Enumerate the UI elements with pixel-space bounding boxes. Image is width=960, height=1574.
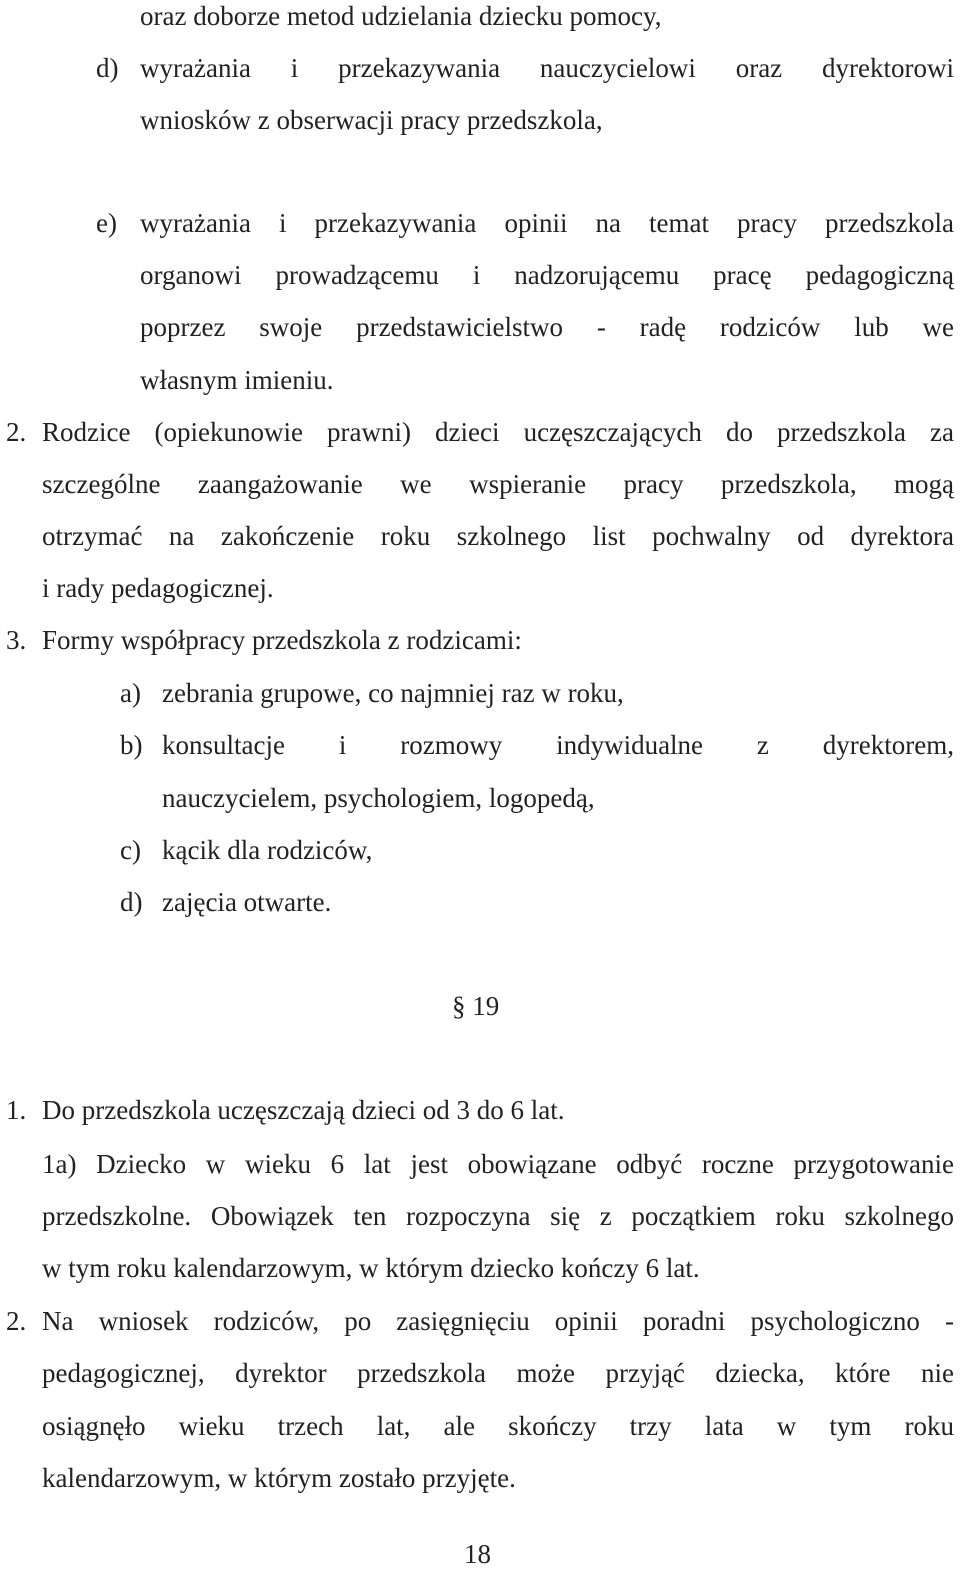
- list-item-a-marker: a): [120, 678, 141, 708]
- point-2-line: Rodzice (opiekunowie prawni) dzieci uczęszczających do przedszkola za: [42, 417, 954, 447]
- list-item-b: konsultacje i rozmowy indywidualne z dyrektorem,: [162, 730, 954, 760]
- list-item-c-marker: c): [120, 835, 141, 865]
- list-item-b: nauczycielem, psychologiem, logopedą,: [162, 783, 595, 813]
- s19-point-2-marker: 2.: [6, 1306, 27, 1336]
- item-e-line: organowi prowadzącemu i nadzorującemu pracę pedagogiczną: [140, 260, 954, 290]
- list-item-b-marker: b): [120, 730, 143, 760]
- section-heading: § 19: [452, 991, 500, 1021]
- s19-point-2-line: kalendarzowym, w którym zostało przyjęte.: [42, 1463, 516, 1493]
- s19-point-1-marker: 1.: [6, 1095, 27, 1125]
- s19-point-2-line: pedagogicznej, dyrektor przedszkola może przyjąć dziecka, które nie: [42, 1358, 954, 1388]
- item-d-line: wniosków z obserwacji pracy przedszkola,: [140, 105, 603, 135]
- item-d-line: wyrażania i przekazywania nauczycielowi oraz dyrektorowi: [140, 53, 954, 83]
- s19-point-2-line: Na wniosek rodziców, po zasięgnięciu opinii poradni psychologiczno -: [42, 1306, 954, 1336]
- s19-point-1a-line: w tym roku kalendarzowym, w którym dziecko kończy 6 lat.: [42, 1253, 700, 1283]
- item-e-line: wyrażania i przekazywania opinii na temat pracy przedszkola: [140, 208, 954, 238]
- item-e-line: własnym imieniu.: [140, 365, 334, 395]
- item-e-marker: e): [96, 208, 117, 238]
- item-c-continuation: oraz doborze metod udzielania dziecku pomocy,: [140, 1, 662, 31]
- point-3-marker: 3.: [6, 625, 27, 655]
- s19-point-1: Do przedszkola uczęszczają dzieci od 3 do 6 lat.: [42, 1095, 565, 1125]
- page-number: 18: [464, 1539, 491, 1569]
- s19-point-2-line: osiągnęło wieku trzech lat, ale skończy trzy lata w tym roku: [42, 1411, 954, 1441]
- point-2-marker: 2.: [6, 417, 27, 447]
- point-2-line: otrzymać na zakończenie roku szkolnego list pochwalny od dyrektora: [42, 521, 954, 551]
- item-d-marker: d): [96, 53, 119, 83]
- list-item-d: zajęcia otwarte.: [162, 887, 332, 917]
- list-item-a: zebrania grupowe, co najmniej raz w roku,: [162, 678, 624, 708]
- point-3-line: Formy współpracy przedszkola z rodzicami:: [42, 625, 522, 655]
- list-item-d-marker: d): [120, 887, 143, 917]
- s19-point-1a-line: przedszkolne. Obowiązek ten rozpoczyna się z początkiem roku szkolnego: [42, 1201, 954, 1231]
- point-2-line: szczególne zaangażowanie we wspieranie pracy przedszkola, mogą: [42, 469, 954, 499]
- point-2-line: i rady pedagogicznej.: [42, 573, 274, 603]
- item-e-line: poprzez swoje przedstawicielstwo - radę rodziców lub we: [140, 312, 954, 342]
- list-item-c: kącik dla rodziców,: [162, 835, 373, 865]
- s19-point-1a-line: 1a) Dziecko w wieku 6 lat jest obowiązane odbyć roczne przygotowanie: [42, 1149, 954, 1179]
